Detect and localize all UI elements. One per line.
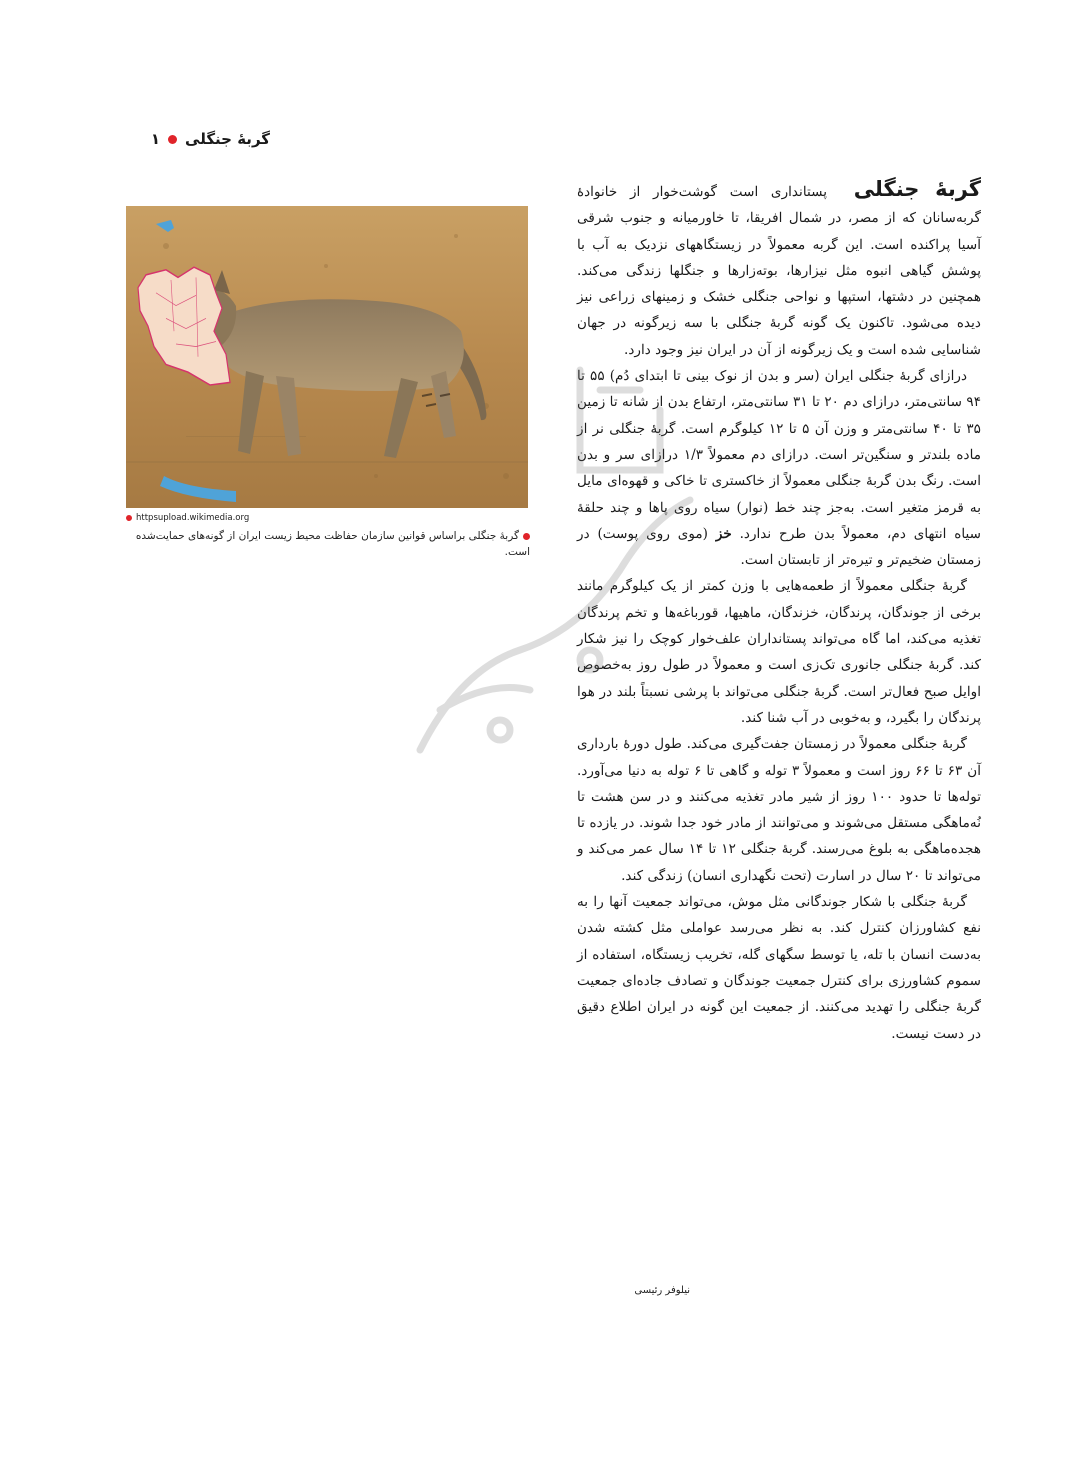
- page-number: ۱: [150, 130, 161, 148]
- figure-caption: [126, 528, 530, 564]
- fraction: ۱/۳: [683, 446, 704, 463]
- caption-bullet-icon: [523, 533, 530, 540]
- photo-credit-text: httpsupload.wikimedia.org: [136, 513, 250, 523]
- paragraph-size-c: (موی روی پوست) در زمستان ضخیم‌تر و تیره‌تر از تابستان است.: [577, 525, 981, 569]
- paragraph-intro-text: پستانداری است گوشت‌خوار از خانوادهٔ گربه‌سانان که از مصر، در شمال افریقا، تا خاورمیانه و جنوب شرقی آسیا پراکنده است. این گربه معمولاً در زیستگاههای نزدیک به آب با پوشش گیاهی انبوه مثل نیزارها، بوته‌زارها و جنگلها زندگی می‌کند. همچنین در دشتها، استپها و نواحی جنگلی خشک و زمینهای زراعی نیز دیده می‌شود. تاکنون یک گونه گربهٔ جنگلی با سه زیرگونه در جهان شناسایی شده است و یک زیرگونه از آن در ایران نیز وجود دارد.: [577, 184, 981, 358]
- paragraph-reproduction: گربهٔ جنگلی معمولاً در زمستان جفت‌گیری می‌کند. طول دورهٔ بارداری آن ۶۳ تا ۶۶ روز است و معمولاً ۳ توله و گاهی تا ۶ توله به دنیا می‌آورد. توله‌ها تا حدود ۱۰۰ روز از شیر مادر تغذیه می‌کنند و در سن هشت تا نُه‌ماهگی مستقل می‌شوند و می‌توانند از مادر خود جدا شوند. در یازده تا هجده‌ماهگی به بلوغ می‌رسند. گربهٔ جنگلی ۱۲ تا ۱۴ سال عمر می‌کند و می‌تواند تا ۲۰ سال در اسارت (تحت نگهداری انسان) زندگی کند.: [577, 736, 981, 884]
- paragraph-intro: [577, 176, 981, 363]
- figure-caption-text: گربهٔ جنگلی براساس قوانین سازمان حفاظت محیط زیست ایران از گونه‌های حمایت‌شده است.: [135, 530, 530, 558]
- page-title: گربهٔ جنگلی: [185, 130, 270, 148]
- jungle-cat-photo: [126, 206, 528, 508]
- paragraph-size-b: درازای سر و بدن است. رنگ بدن گربهٔ جنگلی معمولاً از خاکستری تا خاکی و قهوه‌ای مایل به قرمز متغیر است. به‌جز چند خط (نوار) سیاه روی پاها و چند حلقهٔ سیاه انتهای دم، معمولاً بدن طرح ندارد.: [577, 446, 982, 542]
- paragraph-threats: گربهٔ جنگلی با شکار جوندگانی مثل موش، می‌تواند جمعیت آنها را به نفع کشاورزان کنترل کند. به نظر می‌رسد عواملی مثل کشته شدن به‌دست انسان با تله، یا توسط سگهای گله، تخریب زیستگاه، استفاده از سموم کشاورزی برای کنترل جمعیت جوندگان و تصادف جاده‌ای جمعیت گربهٔ جنگلی را تهدید می‌کنند. از جمعیت این گونه در ایران اطلاع دقیق در دست نیست.: [577, 894, 981, 1042]
- running-head: [110, 126, 270, 152]
- credit-dot-icon: [126, 515, 132, 521]
- paragraph-size-a: درازای گربهٔ جنگلی ایران (سر و بدن از نوک بینی تا ابتدای دُم) ۵۵ تا ۹۴ سانتی‌متر، درازای دم ۲۰ تا ۳۱ سانتی‌متر، ارتفاع بدن از شانه تا زمین ۳۵ تا ۴۰ سانتی‌متر و وزن آن ۵ تا ۱۲ کیلوگرم است. گربهٔ جنگلی نر از ماده بلندتر و سنگین‌تر است. درازای دم معمولاً: [577, 368, 982, 463]
- bullet-dot-icon: [168, 135, 177, 144]
- jungle-cat-illustration: [126, 206, 528, 508]
- photo-credit: [126, 511, 346, 525]
- lead-term: گربهٔ جنگلی: [853, 177, 982, 201]
- paragraph-size: [577, 363, 981, 573]
- article-body: [577, 176, 981, 1306]
- paragraph-diet: گربهٔ جنگلی معمولاً از طعمه‌هایی با وزن کمتر از یک کیلوگرم مانند برخی از جوندگان، پرندگان، خزندگان، ماهیها، قورباغه‌ها و تخم پرندگان تغذیه می‌کند، اما گاه می‌تواند پستانداران علف‌خوار کوچک را نیز شکار کند. گربهٔ جنگلی جانوری تک‌زی است و معمولاً در طول روز به‌خصوص اوایل صبح فعال‌تر است. گربهٔ جنگلی می‌تواند با پرشی نسبتاً بلند در هوا پرندگان را بگیرد، و به‌خوبی در آب شنا کند.: [577, 578, 981, 726]
- author-name: نیلوفر رئیسی: [634, 1285, 690, 1296]
- term-fur: خز: [715, 525, 732, 542]
